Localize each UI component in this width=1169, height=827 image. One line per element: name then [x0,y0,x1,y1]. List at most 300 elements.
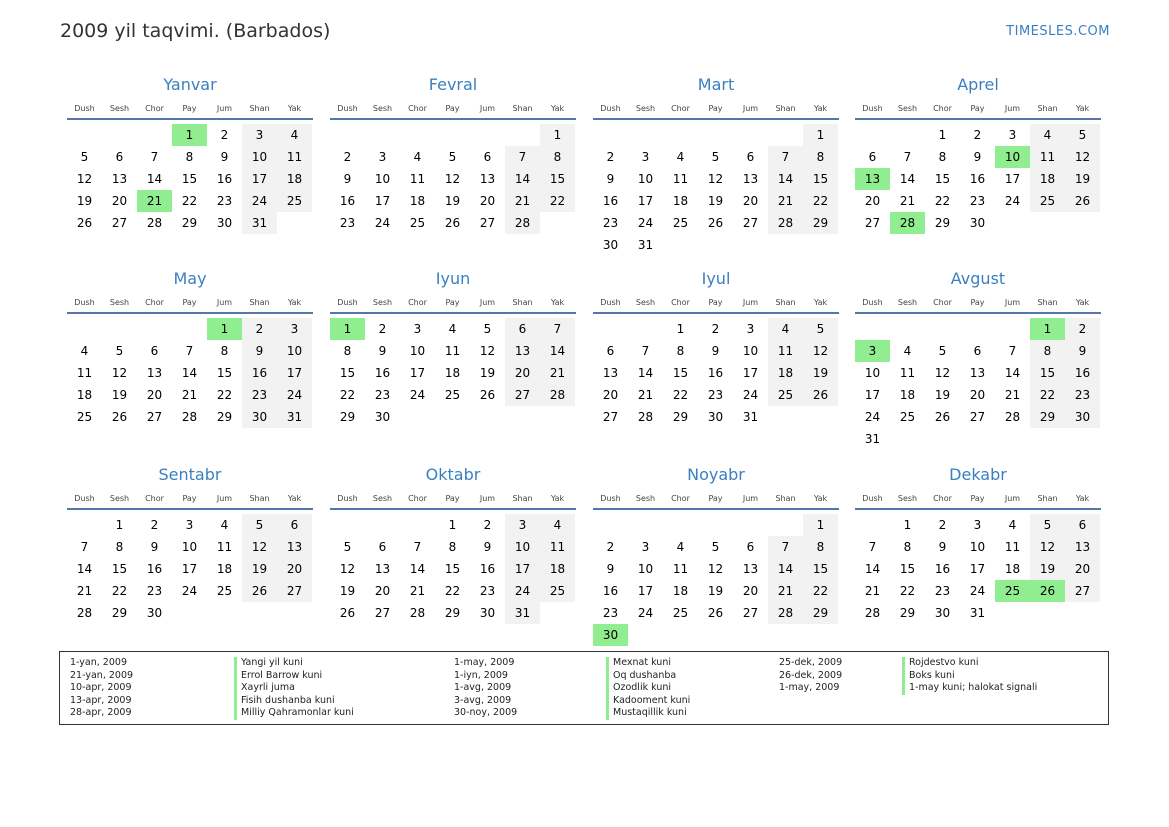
day-cell: 13 [505,340,540,362]
day-cell: 8 [938,150,947,164]
day-cell: 23 [602,216,619,230]
empty-cell [698,124,733,146]
day-cell: 24 [409,388,426,402]
day-cell: 15 [899,562,916,576]
day-cell: 25 [672,216,689,230]
legend-date: 13-apr, 2009 [70,694,132,706]
day-cell: 17 [409,366,426,380]
weekday-label: Pay [445,298,460,307]
legend-date: 28-apr, 2009 [70,707,132,719]
weekday-label: Yak [287,104,302,113]
day-cell: 21 [768,190,803,212]
day-cell: 20 [479,194,496,208]
month-mart [593,74,839,256]
day-cell: 29 [899,606,916,620]
day-cell: 8 [343,344,352,358]
day-cell: 25 [672,606,689,620]
day-grid [855,124,1101,234]
day-cell: 30 [374,410,391,424]
day-cell: 30 [1065,406,1100,428]
weekday-header [593,296,839,314]
day-cell: 15 [803,168,838,190]
weekday-label: Yak [287,298,302,307]
weekday-label: Dush [74,494,95,503]
weekday-label: Pay [708,104,723,113]
day-cell: 17 [242,168,277,190]
day-cell: 5 [803,318,838,340]
day-cell: 28 [505,212,540,234]
day-cell: 12 [479,344,496,358]
day-cell: 15 [803,558,838,580]
weekday-label: Sesh [897,104,918,113]
day-cell: 22 [339,388,356,402]
day-cell: 13 [602,366,619,380]
day-cell: 3 [277,318,312,340]
day-cell: 13 [969,366,986,380]
weekday-label: Dush [600,104,621,113]
weekday-label: Sesh [109,298,130,307]
day-cell: 29 [672,410,689,424]
day-cell: 4 [448,322,457,336]
weekday-header [855,102,1101,120]
weekday-label: Jum [742,298,759,307]
day-cell: 8 [115,540,124,554]
day-grid [67,124,313,234]
day-cell: 16 [602,584,619,598]
day-cell: 23 [707,388,724,402]
day-cell: 4 [80,344,89,358]
day-cell: 16 [969,172,986,186]
day-cell: 30 [146,606,163,620]
day-cell: 19 [479,366,496,380]
day-cell: 25 [409,216,426,230]
day-cell: 8 [185,150,194,164]
day-cell: 19 [803,362,838,384]
day-cell: 11 [672,562,689,576]
holiday-day-cell: 3 [855,340,890,362]
empty-cell [628,514,663,536]
day-cell: 13 [742,172,759,186]
day-cell: 23 [969,194,986,208]
day-cell: 8 [448,540,457,554]
day-cell: 17 [1004,172,1021,186]
day-cell: 4 [1030,124,1065,146]
empty-cell [400,514,435,536]
day-cell: 18 [672,584,689,598]
weekday-label: Yak [550,494,565,503]
legend-date: 10-apr, 2009 [70,682,132,694]
day-cell: 28 [409,606,426,620]
day-cell: 1 [540,124,575,146]
month-sentabr [67,464,313,624]
empty-cell [925,318,960,340]
day-cell: 12 [339,562,356,576]
weekday-label: Chor [933,298,952,307]
weekday-label: Jum [742,104,759,113]
day-cell: 4 [277,124,312,146]
legend-holiday-name: Kadooment kuni [606,695,690,708]
day-cell: 18 [768,362,803,384]
day-cell: 18 [1004,562,1021,576]
day-cell: 7 [768,146,803,168]
day-cell: 16 [707,366,724,380]
day-cell: 14 [1004,366,1021,380]
weekday-label: Shan [775,494,796,503]
day-cell: 27 [969,410,986,424]
day-cell: 19 [1030,558,1065,580]
day-cell: 14 [505,168,540,190]
weekday-label: Chor [933,104,952,113]
weekday-label: Jum [216,298,233,307]
weekday-label: Shan [249,298,270,307]
day-cell: 20 [742,194,759,208]
weekday-label: Sesh [109,494,130,503]
day-cell: 22 [1030,384,1065,406]
legend-holiday-name: Boks kuni [902,670,1037,683]
empty-cell [435,124,470,146]
day-cell: 29 [181,216,198,230]
day-cell: 9 [606,562,615,576]
day-cell: 21 [899,194,916,208]
month-aprel [855,74,1101,234]
weekday-header [593,492,839,510]
day-cell: 11 [1030,146,1065,168]
weekday-label: Pay [970,494,985,503]
empty-cell [663,514,698,536]
legend-dates-col-1 [70,657,133,720]
page-title: 2009 yil taqvimi. (Barbados) [60,20,331,42]
month-yanvar [67,74,313,234]
weekday-label: Pay [182,298,197,307]
day-cell: 12 [1030,536,1065,558]
day-cell: 17 [374,194,391,208]
day-cell: 11 [216,540,233,554]
weekday-label: Chor [145,494,164,503]
weekday-label: Dush [862,494,883,503]
legend-holiday-name: Fisih dushanba kuni [234,695,354,708]
weekday-label: Dush [600,494,621,503]
day-cell: 22 [444,584,461,598]
day-cell: 26 [707,216,724,230]
day-cell: 22 [934,194,951,208]
day-cell: 9 [606,172,615,186]
day-cell: 15 [1030,362,1065,384]
weekday-label: Dush [600,298,621,307]
day-cell: 17 [742,366,759,380]
month-name: Oktabr [425,465,481,484]
holiday-day-cell: 1 [172,124,207,146]
day-cell: 21 [505,190,540,212]
holiday-day-cell: 26 [1030,580,1065,602]
holiday-day-cell: 1 [330,318,365,340]
day-cell: 3 [242,124,277,146]
day-cell: 24 [637,606,654,620]
day-cell: 27 [146,410,163,424]
day-cell: 5 [711,150,720,164]
month-oktabr [330,464,576,624]
day-cell: 5 [448,150,457,164]
day-cell: 13 [742,562,759,576]
day-cell: 20 [1065,558,1100,580]
day-cell: 28 [540,384,575,406]
day-cell: 3 [973,518,982,532]
day-cell: 2 [938,518,947,532]
day-cell: 18 [409,194,426,208]
month-may [67,268,313,428]
month-fevral [330,74,576,234]
empty-cell [768,514,803,536]
weekday-label: Dush [337,298,358,307]
day-cell: 8 [540,146,575,168]
weekday-label: Pay [708,298,723,307]
day-cell: 29 [934,216,951,230]
weekday-label: Shan [1037,104,1058,113]
day-cell: 27 [864,216,881,230]
empty-cell [593,318,628,340]
empty-cell [628,124,663,146]
empty-cell [67,514,102,536]
day-cell: 2 [220,128,229,142]
day-cell: 1 [938,128,947,142]
day-cell: 20 [602,388,619,402]
weekday-label: Shan [775,104,796,113]
day-cell: 18 [444,366,461,380]
weekday-label: Yak [1075,298,1090,307]
day-cell: 7 [413,540,422,554]
day-cell: 10 [181,540,198,554]
day-cell: 4 [676,540,685,554]
holiday-legend [59,651,1109,725]
day-cell: 9 [938,540,947,554]
day-cell: 22 [216,388,233,402]
day-cell: 25 [540,580,575,602]
day-cell: 2 [150,518,159,532]
month-name: Sentabr [158,465,222,484]
day-cell: 9 [711,344,720,358]
day-cell: 19 [934,388,951,402]
day-cell: 24 [277,384,312,406]
day-cell: 9 [378,344,387,358]
day-cell: 14 [409,562,426,576]
day-cell: 16 [479,562,496,576]
day-cell: 4 [220,518,229,532]
day-cell: 24 [637,216,654,230]
weekday-header [330,492,576,510]
day-cell: 23 [934,584,951,598]
day-grid [330,318,576,428]
empty-cell [855,318,890,340]
day-cell: 28 [637,410,654,424]
day-cell: 30 [707,410,724,424]
day-cell: 5 [938,344,947,358]
day-cell: 7 [768,536,803,558]
empty-cell [593,514,628,536]
day-cell: 29 [803,602,838,624]
day-cell: 25 [768,384,803,406]
day-cell: 3 [413,322,422,336]
day-cell: 31 [505,602,540,624]
weekday-label: Yak [287,494,302,503]
day-cell: 29 [339,410,356,424]
day-cell: 31 [242,212,277,234]
day-cell: 25 [216,584,233,598]
day-cell: 25 [76,410,93,424]
legend-dates-col-3 [779,657,842,695]
day-cell: 6 [868,150,877,164]
empty-cell [330,514,365,536]
day-cell: 15 [444,562,461,576]
empty-cell [890,318,925,340]
day-cell: 28 [146,216,163,230]
weekday-label: Dush [337,494,358,503]
day-cell: 7 [150,150,159,164]
weekday-label: Pay [445,104,460,113]
day-cell: 20 [146,388,163,402]
day-cell: 12 [242,536,277,558]
day-cell: 17 [637,584,654,598]
day-cell: 21 [181,388,198,402]
day-cell: 1 [676,322,685,336]
day-cell: 13 [146,366,163,380]
legend-names-col-2 [606,657,690,720]
weekday-label: Dush [862,298,883,307]
day-cell: 26 [111,410,128,424]
weekday-label: Jum [216,104,233,113]
weekday-label: Yak [813,298,828,307]
day-cell: 24 [1004,194,1021,208]
day-cell: 6 [378,540,387,554]
day-cell: 26 [444,216,461,230]
day-cell: 2 [606,540,615,554]
day-cell: 22 [540,190,575,212]
legend-dates-col-2 [454,657,517,720]
day-cell: 1 [448,518,457,532]
day-cell: 6 [150,344,159,358]
weekday-label: Jum [1004,494,1021,503]
day-cell: 14 [899,172,916,186]
holiday-day-cell: 30 [593,624,628,646]
day-cell: 20 [742,584,759,598]
weekday-label: Yak [1075,494,1090,503]
weekday-header [593,102,839,120]
day-cell: 26 [479,388,496,402]
holiday-day-cell: 1 [1030,318,1065,340]
day-cell: 7 [540,318,575,340]
day-grid [855,318,1101,450]
day-cell: 19 [242,558,277,580]
day-cell: 31 [864,432,881,446]
day-cell: 10 [637,562,654,576]
weekday-label: Dush [337,104,358,113]
day-cell: 19 [76,194,93,208]
weekday-label: Sesh [635,494,656,503]
day-cell: 5 [80,150,89,164]
empty-cell [663,124,698,146]
day-cell: 20 [969,388,986,402]
empty-cell [505,124,540,146]
month-noyabr [593,464,839,646]
day-cell: 1 [115,518,124,532]
legend-date: 26-dek, 2009 [779,669,843,681]
day-cell: 5 [242,514,277,536]
legend-holiday-name: Rojdestvo kuni [902,657,1037,670]
day-cell: 8 [1030,340,1065,362]
day-cell: 11 [444,344,461,358]
day-cell: 7 [505,146,540,168]
day-cell: 29 [216,410,233,424]
empty-cell [365,124,400,146]
day-cell: 10 [409,344,426,358]
day-cell: 19 [707,584,724,598]
day-cell: 2 [343,150,352,164]
day-cell: 9 [150,540,159,554]
legend-date: 1-may, 2009 [779,682,840,694]
weekday-label: Sesh [372,494,393,503]
holiday-day-cell: 25 [995,580,1030,602]
day-cell: 29 [803,212,838,234]
day-cell: 22 [899,584,916,598]
brand-link[interactable]: TIMESLES.COM [1006,24,1110,39]
weekday-label: Dush [74,298,95,307]
empty-cell [698,514,733,536]
weekday-header [330,296,576,314]
weekday-label: Sesh [635,298,656,307]
day-cell: 11 [540,536,575,558]
empty-cell [628,318,663,340]
day-cell: 27 [277,580,312,602]
day-cell: 9 [973,150,982,164]
weekday-label: Chor [408,298,427,307]
day-cell: 7 [868,540,877,554]
day-cell: 11 [672,172,689,186]
day-cell: 15 [339,366,356,380]
day-cell: 27 [111,216,128,230]
day-cell: 18 [540,558,575,580]
day-cell: 23 [479,584,496,598]
day-cell: 9 [343,172,352,186]
day-cell: 7 [641,344,650,358]
month-name: Iyun [435,269,471,288]
day-cell: 18 [277,168,312,190]
day-cell: 30 [969,216,986,230]
day-cell: 17 [181,562,198,576]
day-cell: 2 [483,518,492,532]
weekday-label: Chor [145,104,164,113]
day-cell: 10 [505,536,540,558]
weekday-label: Yak [550,104,565,113]
day-cell: 31 [277,406,312,428]
day-cell: 23 [146,584,163,598]
day-cell: 27 [505,384,540,406]
weekday-label: Chor [408,494,427,503]
month-name: Yanvar [163,75,217,94]
day-grid [330,124,576,234]
weekday-label: Shan [512,494,533,503]
day-cell: 27 [742,216,759,230]
month-name: Avgust [950,269,1006,288]
day-cell: 12 [76,172,93,186]
day-cell: 17 [969,562,986,576]
weekday-label: Jum [1004,104,1021,113]
day-cell: 13 [374,562,391,576]
day-cell: 2 [242,318,277,340]
day-cell: 12 [707,172,724,186]
day-cell: 3 [746,322,755,336]
day-cell: 28 [768,602,803,624]
legend-date: 30-noy, 2009 [454,707,518,719]
day-cell: 11 [1004,540,1021,554]
day-cell: 5 [115,344,124,358]
